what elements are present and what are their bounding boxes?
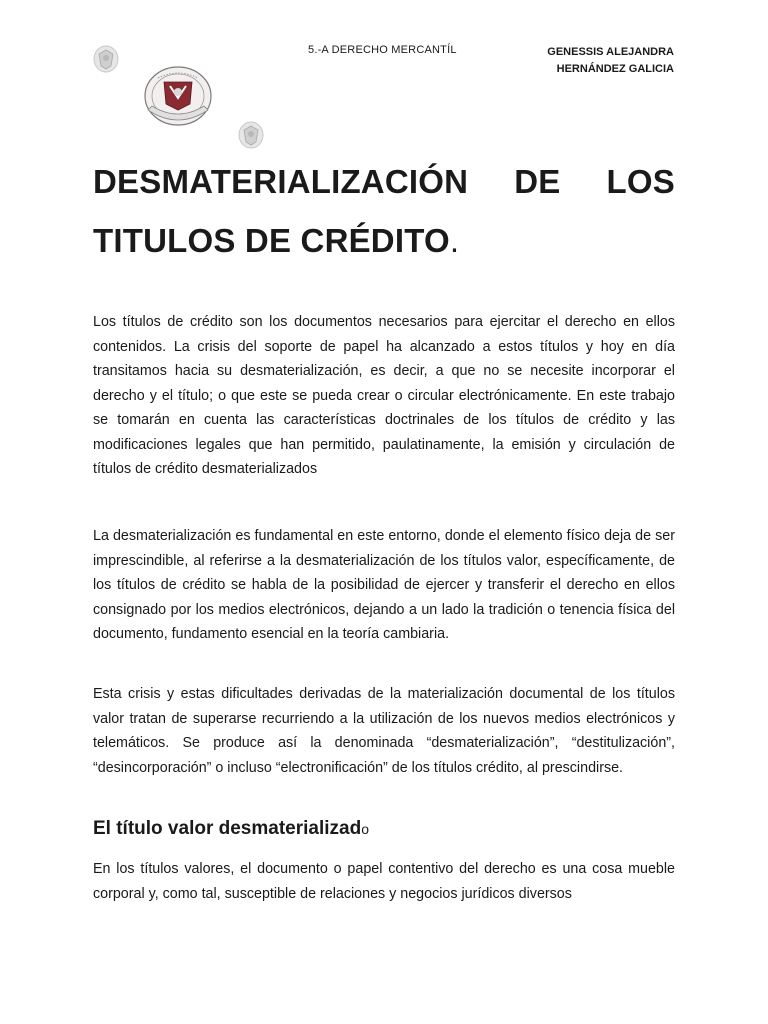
title-word: DESMATERIALIZACIÓN	[93, 163, 469, 200]
title-word: DE	[514, 163, 561, 200]
title-line-2: TITULOS DE CRÉDITO.	[93, 222, 460, 259]
university-seal-icon	[142, 64, 214, 128]
course-header: 5.-A DERECHO MERCANTÍL	[308, 44, 457, 56]
title-word: LOS	[606, 163, 675, 200]
small-emblem-icon	[237, 120, 265, 150]
author-header	[534, 44, 674, 78]
author-name-line1: GENESSIS ALEJANDRA	[547, 46, 674, 58]
paragraph-desmaterializacion: La desmaterialización es fundamental en este entorno, donde el elemento físico deja de ser imprescindible, al referirse a la desmaterialización de los títulos valor, específicamente, de los títulos de crédito se habla de la posibilidad de ejercer y transferir el derecho en ellos consignado por los medios electrónicos, dejando a un lado la tradición o tenencia física del documento, fundamento esencial en la teoría cambiaria.	[93, 528, 675, 642]
document-title	[93, 152, 675, 270]
title-line-1	[93, 152, 675, 211]
paragraph-titulo-valor: En los títulos valores, el documento o papel contentivo del derecho es una cosa mueble corporal y, como tal, susceptible de relaciones y negocios jurídicos diversos	[93, 861, 675, 902]
paragraph-crisis: Esta crisis y estas dificultades derivadas de la materialización documental de los títulos valor tratan de superarse recurriendo a la utilización de los nuevos medios electrónicos y telemáticos. Se produce así la denominada “desmaterialización”, “destitulización”, “desincorporación” o incluso “electronificación” de los títulos crédito, al prescindirse.	[93, 686, 675, 776]
small-emblem-icon	[92, 44, 120, 74]
author-name-line2: HERNÁNDEZ GALICIA	[556, 63, 674, 75]
section-heading: El título valor desmaterializado	[93, 818, 369, 839]
paragraph-intro: Los títulos de crédito son los documentos necesarios para ejercitar el derecho en ellos contenidos. La crisis del soporte de papel ha alcanzado a estos títulos y hoy en día transitamos hacia su desmaterialización, es decir, a que no se necesite incorporar el derecho y el título; o que este se pueda crear o circular electrónicamente. En este trabajo se tomarán en cuenta las características doctrinales de los títulos de crédito y las modificaciones legales que han permitido, paulatinamente, la emisión y circulación de títulos de crédito desmaterializados	[93, 314, 675, 477]
